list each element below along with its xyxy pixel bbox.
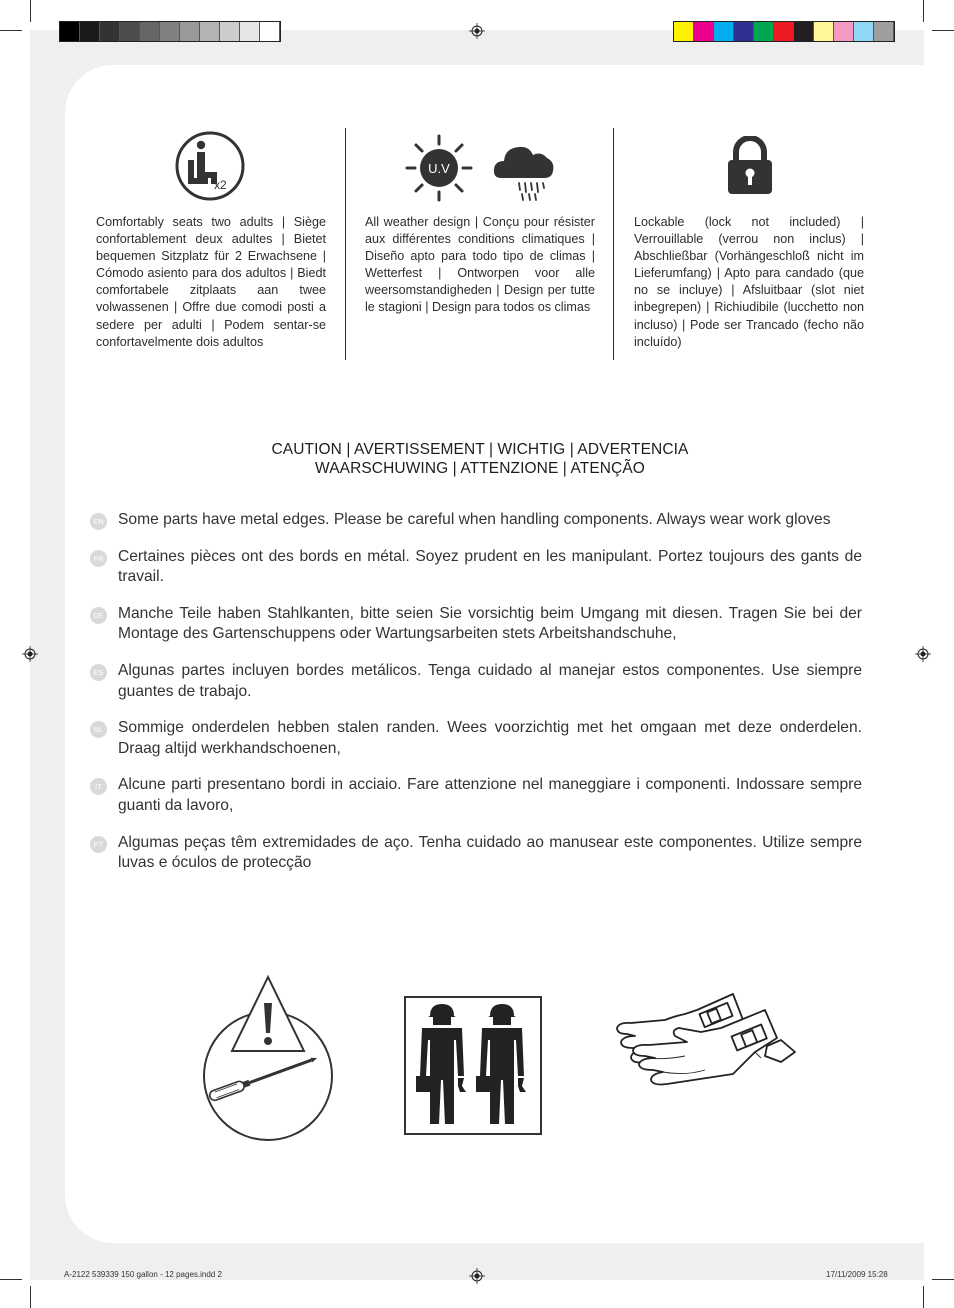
color-swatch bbox=[794, 22, 814, 41]
warnings-list bbox=[90, 510, 862, 890]
color-swatch bbox=[60, 22, 80, 41]
feature-lockable bbox=[634, 128, 864, 351]
feature-weather bbox=[365, 128, 595, 317]
warning-item-nl bbox=[90, 718, 862, 759]
seat-person-icon bbox=[174, 130, 246, 202]
color-swatch bbox=[754, 22, 774, 41]
warning-text: Manche Teile haben Stahlkanten, bitte seien Sie vorsichtig beim Umgang mit diesen. Tragen Sie bei der Montage des Gartenschuppens oder Wartungsarbeiten stets Arbeitshandschuhe, bbox=[118, 604, 862, 643]
registration-mark-icon bbox=[469, 1268, 485, 1284]
warning-screwdriver-icon bbox=[200, 975, 336, 1143]
caution-line-1: CAUTION | AVERTISSEMENT | WICHTIG | ADVERTENCIA bbox=[271, 441, 689, 458]
crop-mark bbox=[0, 30, 22, 31]
grayscale-bar bbox=[59, 21, 281, 42]
warning-text: Alcune parti presentano bordi in acciaio. Fare attenzione nel maneggiare i componenti. Indossare sempre guanti da lavoro, bbox=[118, 776, 862, 814]
two-workers-icon bbox=[404, 996, 542, 1135]
language-badge: NL bbox=[90, 721, 107, 738]
warning-item-de bbox=[90, 604, 862, 645]
warning-item-fr bbox=[90, 547, 862, 588]
crop-mark bbox=[30, 1286, 31, 1308]
registration-mark-icon bbox=[469, 23, 485, 39]
warning-text: Algunas partes incluyen bordes metálicos. Tenga cuidado al manejar estos componentes. Use siempre guantes de trabajo. bbox=[118, 661, 862, 700]
color-swatch bbox=[714, 22, 734, 41]
language-badge: PT bbox=[90, 836, 107, 853]
sun-uv-icon bbox=[403, 132, 475, 204]
color-swatch bbox=[80, 22, 100, 41]
crop-mark bbox=[923, 1286, 924, 1308]
language-badge: IT bbox=[90, 778, 107, 795]
registration-mark-icon bbox=[22, 646, 38, 662]
warning-text: Sommige onderdelen hebben stalen randen. Wees voorzichtig met het omgaan met deze onderdelen. Draag altijd werkhandschoenen, bbox=[118, 719, 862, 757]
column-divider bbox=[345, 128, 346, 360]
padlock-icon bbox=[726, 136, 774, 196]
registration-mark-icon bbox=[915, 646, 931, 662]
feature-text: Lockable (lock not included) | Verrouillable (verrou non inclus) | Abschließbar (Vorhängeschloß nicht im Lieferumfang) | Apto para candado (que no se incluye) | Afsluitbaar (slot niet inbegrepen) | Richiudibile (lucchetto non incluso) | Pode ser Trancado (fecho não incluído) bbox=[634, 215, 864, 349]
color-swatch bbox=[774, 22, 794, 41]
warning-text: Some parts have metal edges. Please be careful when handling components. Always wear work gloves bbox=[118, 511, 831, 528]
warning-text: Certaines pièces ont des bords en métal. Soyez prudent en les manipulant. Portez toujours des gants de travail. bbox=[118, 547, 862, 586]
language-badge: EN bbox=[90, 513, 107, 530]
svg-text:U.V: U.V bbox=[428, 161, 450, 176]
color-swatch bbox=[240, 22, 260, 41]
color-swatch bbox=[874, 22, 894, 41]
column-divider bbox=[613, 128, 614, 360]
caution-line-2: WAARSCHUWING | ATTENZIONE | ATENÇÃO bbox=[315, 459, 645, 477]
color-swatch bbox=[200, 22, 220, 41]
feature-seating bbox=[96, 128, 326, 351]
work-gloves-icon bbox=[605, 990, 801, 1094]
warning-item-it bbox=[90, 775, 862, 816]
feature-text: All weather design | Conçu pour résister aux différentes conditions climatiques | Diseño apto para todo tipo de climas | Wetterfest | Ontworpen voor alle weersomstandigheden | Design per tutte le stagioni | Design para todos os climas bbox=[365, 215, 595, 315]
color-swatch bbox=[160, 22, 180, 41]
color-swatch bbox=[834, 22, 854, 41]
warning-item-pt bbox=[90, 833, 862, 874]
warning-item-es bbox=[90, 661, 862, 702]
footer-date: 17/11/2009 15:28 bbox=[826, 1270, 888, 1279]
crop-mark bbox=[30, 0, 31, 22]
language-badge: DE bbox=[90, 607, 107, 624]
color-swatch bbox=[674, 22, 694, 41]
language-badge: FR bbox=[90, 550, 107, 567]
caution-heading bbox=[150, 441, 810, 478]
crop-mark bbox=[932, 30, 954, 31]
crop-mark bbox=[923, 0, 924, 22]
color-swatch bbox=[180, 22, 200, 41]
color-swatch bbox=[260, 22, 280, 41]
feature-text: Comfortably seats two adults | Siège confortablement deux adultes | Bietet bequemen Sitzplatz für 2 Erwachsene | Cómodo asiento para dos adultos | Biedt comfortabele zitplaats aan twee volwassenen | Offre due comodi posti a sedere per adulti | Podem sentar-se confortavelmente dois adultos bbox=[96, 215, 326, 349]
rain-cloud-icon bbox=[491, 138, 557, 204]
color-swatch bbox=[120, 22, 140, 41]
warning-item-en bbox=[90, 510, 862, 531]
svg-text:x2: x2 bbox=[214, 178, 227, 192]
language-badge: ES bbox=[90, 664, 107, 681]
crop-mark bbox=[0, 1279, 22, 1280]
color-swatch bbox=[220, 22, 240, 41]
crop-mark bbox=[932, 1279, 954, 1280]
color-swatch bbox=[854, 22, 874, 41]
color-swatch bbox=[140, 22, 160, 41]
color-bar bbox=[673, 21, 895, 42]
color-swatch bbox=[814, 22, 834, 41]
warning-text: Algumas peças têm extremidades de aço. Tenha cuidado ao manusear este componentes. Utilize sempre luvas e óculos de protecção bbox=[118, 833, 862, 872]
color-swatch bbox=[734, 22, 754, 41]
footer-filename: A-2122 539339 150 gallon - 12 pages.indd 2 bbox=[64, 1270, 222, 1279]
color-swatch bbox=[694, 22, 714, 41]
color-swatch bbox=[100, 22, 120, 41]
